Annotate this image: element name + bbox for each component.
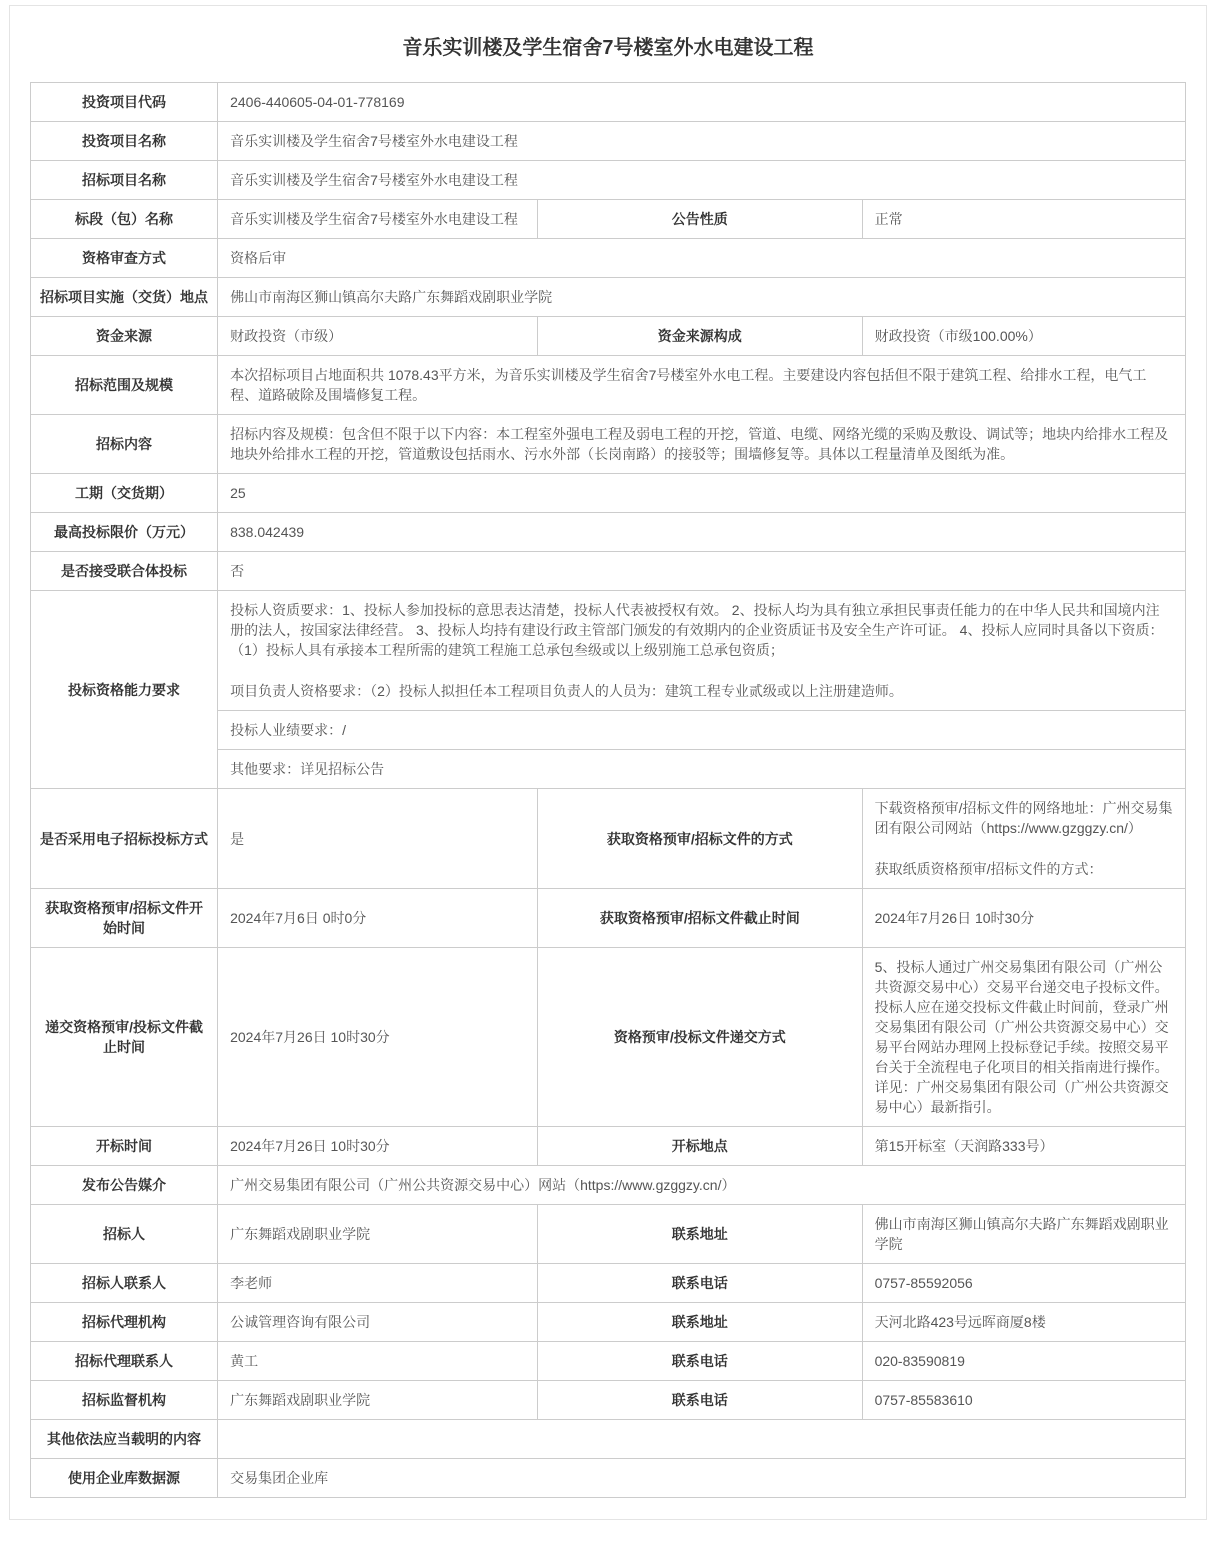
delivery-place-value: 佛山市南海区狮山镇高尔夫路广东舞蹈戏剧职业学院 [218, 278, 1186, 317]
doc-submit-method-label: 资格预审/投标文件递交方式 [538, 948, 863, 1127]
table-row [31, 415, 1186, 474]
doc-obtain-method-url: 下载资格预审/招标文件的网络地址：广州交易集团有限公司网站（https://www.gzggzy.cn/） [874, 800, 1173, 836]
electronic-bidding-label: 是否采用电子招标投标方式 [31, 789, 218, 889]
table-row [31, 1205, 1186, 1264]
funding-source-value: 财政投资（市级） [218, 317, 538, 356]
duration-label: 工期（交货期） [31, 474, 218, 513]
agency-contact-label: 招标代理联系人 [31, 1342, 218, 1381]
table-row [31, 1459, 1186, 1498]
table-row [31, 1381, 1186, 1420]
table-row [31, 474, 1186, 513]
other-content-label: 其他依法应当载明的内容 [31, 1420, 218, 1459]
other-content-value [218, 1420, 1186, 1459]
announcement-table [30, 82, 1186, 1498]
tenderer-contact-label: 招标人联系人 [31, 1264, 218, 1303]
table-row [31, 278, 1186, 317]
table-row [31, 200, 1186, 239]
table-row [31, 552, 1186, 591]
table-row [31, 83, 1186, 122]
section-name-label: 标段（包）名称 [31, 200, 218, 239]
funding-composition-label: 资金来源构成 [538, 317, 863, 356]
doc-obtain-deadline-value: 2024年7月26日 10时30分 [862, 889, 1185, 948]
qualification-review-value: 资格后审 [218, 239, 1186, 278]
table-row [31, 1342, 1186, 1381]
doc-obtain-method-value [862, 789, 1185, 889]
project-name-label: 投资项目名称 [31, 122, 218, 161]
tender-project-name-value: 音乐实训楼及学生宿舍7号楼室外水电建设工程 [218, 161, 1186, 200]
table-row [31, 1166, 1186, 1205]
table-row [31, 1127, 1186, 1166]
max-price-label: 最高投标限价（万元） [31, 513, 218, 552]
enterprise-db-label: 使用企业库数据源 [31, 1459, 218, 1498]
agency-value: 公诚管理咨询有限公司 [218, 1303, 538, 1342]
max-price-value: 838.042439 [218, 513, 1186, 552]
doc-obtain-start-label: 获取资格预审/招标文件开始时间 [31, 889, 218, 948]
table-row [31, 122, 1186, 161]
electronic-bidding-value: 是 [218, 789, 538, 889]
tender-content-label: 招标内容 [31, 415, 218, 474]
qualification-review-label: 资格审查方式 [31, 239, 218, 278]
table-row [31, 513, 1186, 552]
consortium-value: 否 [218, 552, 1186, 591]
tender-content-value: 招标内容及规模：包含但不限于以下内容：本工程室外强电工程及弱电工程的开挖，管道、电缆、网络光缆的采购及敷设、调试等；地块内给排水工程及地块外给排水工程的开挖，管道敷设包括雨水、污水外部（长岗南路）的接驳等；围墙修复等。具体以工程量清单及图纸为准。 [218, 415, 1186, 474]
announcement-media-value: 广州交易集团有限公司（广州公共资源交易中心）网站（https://www.gzggzy.cn/） [218, 1166, 1186, 1205]
bidder-qualification-requirements [218, 591, 1186, 711]
agency-address-label: 联系地址 [538, 1303, 863, 1342]
tenderer-phone-label: 联系电话 [538, 1264, 863, 1303]
table-row [31, 1303, 1186, 1342]
table-row [31, 317, 1186, 356]
supervision-phone-label: 联系电话 [538, 1381, 863, 1420]
tender-scope-label: 招标范围及规模 [31, 356, 218, 415]
supervision-phone-value: 0757-85583610 [862, 1381, 1185, 1420]
funding-source-label: 资金来源 [31, 317, 218, 356]
doc-obtain-start-value: 2024年7月6日 0时0分 [218, 889, 538, 948]
page-title: 音乐实训楼及学生宿舍7号楼室外水电建设工程 [402, 37, 814, 59]
delivery-place-label: 招标项目实施（交货）地点 [31, 278, 218, 317]
doc-obtain-method-paper: 获取纸质资格预审/招标文件的方式： [874, 861, 1103, 877]
bidder-performance-requirement: 投标人业绩要求：/ [218, 711, 1186, 750]
agency-phone-label: 联系电话 [538, 1342, 863, 1381]
tenderer-address-value: 佛山市南海区狮山镇高尔夫路广东舞蹈戏剧职业学院 [862, 1205, 1185, 1264]
enterprise-db-value: 交易集团企业库 [218, 1459, 1186, 1498]
consortium-label: 是否接受联合体投标 [31, 552, 218, 591]
agency-phone-value: 020-83590819 [862, 1342, 1185, 1381]
bid-opening-time-label: 开标时间 [31, 1127, 218, 1166]
bid-opening-time-value: 2024年7月26日 10时30分 [218, 1127, 538, 1166]
table-row [31, 239, 1186, 278]
table-row [31, 1420, 1186, 1459]
supervision-label: 招标监督机构 [31, 1381, 218, 1420]
bidder-qualification-para2: 项目负责人资格要求：（2）投标人拟担任本工程项目负责人的人员为：建筑工程专业贰级或以上注册建造师。 [230, 683, 903, 699]
notice-nature-value: 正常 [862, 200, 1185, 239]
table-row [31, 161, 1186, 200]
doc-submit-deadline-label: 递交资格预审/投标文件截止时间 [31, 948, 218, 1127]
table-row [31, 356, 1186, 415]
agency-label: 招标代理机构 [31, 1303, 218, 1342]
table-row [31, 889, 1186, 948]
project-code-label: 投资项目代码 [31, 83, 218, 122]
project-name-value: 音乐实训楼及学生宿舍7号楼室外水电建设工程 [218, 122, 1186, 161]
table-row [31, 591, 1186, 711]
tenderer-contact-value: 李老师 [218, 1264, 538, 1303]
doc-obtain-method-label: 获取资格预审/招标文件的方式 [538, 789, 863, 889]
notice-nature-label: 公告性质 [538, 200, 863, 239]
section-name-value: 音乐实训楼及学生宿舍7号楼室外水电建设工程 [218, 200, 538, 239]
supervision-value: 广东舞蹈戏剧职业学院 [218, 1381, 538, 1420]
bidder-qualification-para1: 投标人资质要求：1、投标人参加投标的意思表达清楚，投标人代表被授权有效。 2、投标人均为具有独立承担民事责任能力的在中华人民共和国境内注册的法人，按国家法律经营。 3、投标人均持有建设行政主管部门颁发的有效期内的企业资质证书及安全生产许可证。 4、投标人应同时具备以下资质：（1）投标人具有承接本工程所需的建筑工程施工总承包叁级或以上级别施工总承包资质； [230, 602, 1164, 658]
tenderer-address-label: 联系地址 [538, 1205, 863, 1264]
bidder-qualification-label: 投标资格能力要求 [31, 591, 218, 789]
table-row [31, 789, 1186, 889]
tenderer-value: 广东舞蹈戏剧职业学院 [218, 1205, 538, 1264]
project-code-value: 2406-440605-04-01-778169 [218, 83, 1186, 122]
table-row [31, 1264, 1186, 1303]
doc-obtain-deadline-label: 获取资格预审/招标文件截止时间 [538, 889, 863, 948]
tenderer-label: 招标人 [31, 1205, 218, 1264]
doc-submit-deadline-value: 2024年7月26日 10时30分 [218, 948, 538, 1127]
tender-project-name-label: 招标项目名称 [31, 161, 218, 200]
agency-contact-value: 黄工 [218, 1342, 538, 1381]
tenderer-phone-value: 0757-85592056 [862, 1264, 1185, 1303]
table-row [31, 948, 1186, 1127]
bid-opening-place-value: 第15开标室（天润路333号） [862, 1127, 1185, 1166]
announcement-media-label: 发布公告媒介 [31, 1166, 218, 1205]
bid-opening-place-label: 开标地点 [538, 1127, 863, 1166]
announcement-page [9, 5, 1207, 1520]
bidder-other-requirement: 其他要求：详见招标公告 [218, 750, 1186, 789]
funding-composition-value: 财政投资（市级100.00%） [862, 317, 1185, 356]
doc-submit-method-value: 5、投标人通过广州交易集团有限公司（广州公共资源交易中心）交易平台递交电子投标文件。投标人应在递交投标文件截止时间前，登录广州交易集团有限公司（广州公共资源交易中心）交易平台网站办理网上投标登记手续。按照交易平台关于全流程电子化项目的相关指南进行操作。详见：广州交易集团有限公司（广州公共资源交易中心）最新指引。 [862, 948, 1185, 1127]
agency-address-value: 天河北路423号远晖商厦8楼 [862, 1303, 1185, 1342]
duration-value: 25 [218, 474, 1186, 513]
tender-scope-value: 本次招标项目占地面积共 1078.43平方米，为音乐实训楼及学生宿舍7号楼室外水电工程。主要建设内容包括但不限于建筑工程、给排水工程，电气工程、道路破除及围墙修复工程。 [218, 356, 1186, 415]
